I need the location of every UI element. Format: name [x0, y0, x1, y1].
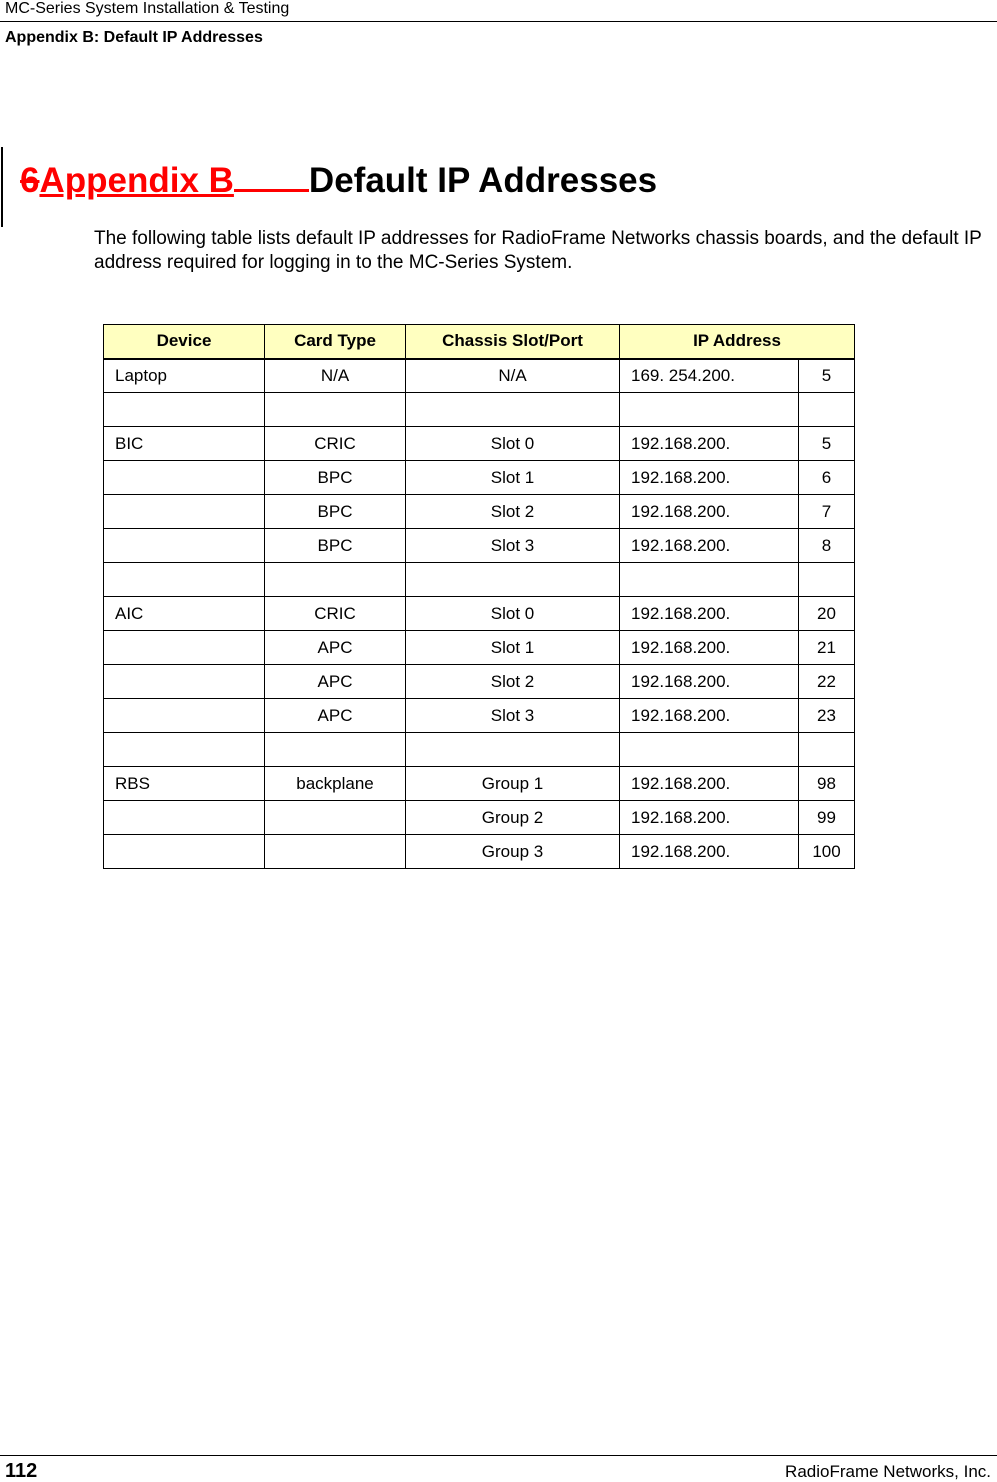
cell-device: BIC [104, 427, 265, 461]
cell-ip-prefix: 192.168.200. [620, 767, 799, 801]
cell-device [104, 461, 265, 495]
cell-card-type: BPC [265, 461, 406, 495]
cell-chassis-slot [406, 733, 620, 767]
col-header-card-type: Card Type [265, 325, 406, 359]
cell-device [104, 665, 265, 699]
cell-ip-prefix: 192.168.200. [620, 461, 799, 495]
cell-ip-last-octet: 6 [799, 461, 855, 495]
cell-device: RBS [104, 767, 265, 801]
cell-chassis-slot: N/A [406, 359, 620, 393]
cell-ip-prefix: 192.168.200. [620, 699, 799, 733]
page-number: 112 [5, 1460, 38, 1482]
cell-ip-last-octet [799, 393, 855, 427]
cell-ip-last-octet [799, 563, 855, 597]
cell-ip-prefix: 169. 254.200. [620, 359, 799, 393]
table-row [104, 495, 855, 529]
cell-card-type: BPC [265, 529, 406, 563]
cell-chassis-slot: Group 1 [406, 767, 620, 801]
col-header-chassis-slot: Chassis Slot/Port [406, 325, 620, 359]
table-row [104, 359, 855, 393]
cell-chassis-slot: Slot 2 [406, 665, 620, 699]
cell-device [104, 631, 265, 665]
cell-device [104, 835, 265, 869]
cell-card-type [265, 393, 406, 427]
table-row [104, 631, 855, 665]
cell-card-type [265, 733, 406, 767]
header-rule [0, 21, 997, 22]
cell-ip-prefix [620, 393, 799, 427]
cell-device [104, 495, 265, 529]
revision-change-bar [1, 147, 3, 227]
cell-ip-prefix: 192.168.200. [620, 801, 799, 835]
cell-ip-last-octet: 22 [799, 665, 855, 699]
col-header-ip-address: IP Address [620, 325, 855, 359]
cell-ip-last-octet: 5 [799, 427, 855, 461]
inserted-tab-underline [234, 187, 309, 192]
cell-ip-prefix [620, 733, 799, 767]
cell-card-type [265, 835, 406, 869]
table-row [104, 597, 855, 631]
cell-ip-last-octet: 23 [799, 699, 855, 733]
table-row [104, 733, 855, 767]
running-header-section: Appendix B: Default IP Addresses [5, 29, 263, 46]
cell-card-type: CRIC [265, 597, 406, 631]
cell-card-type: APC [265, 665, 406, 699]
table-row [104, 393, 855, 427]
cell-ip-last-octet: 99 [799, 801, 855, 835]
running-header-title: MC-Series System Installation & Testing [5, 0, 290, 17]
cell-ip-last-octet [799, 733, 855, 767]
cell-device [104, 393, 265, 427]
cell-chassis-slot: Group 3 [406, 835, 620, 869]
footer-rule [0, 1455, 997, 1456]
cell-device [104, 801, 265, 835]
table-row [104, 767, 855, 801]
table-header-row [104, 325, 855, 359]
cell-ip-last-octet: 8 [799, 529, 855, 563]
table-row [104, 529, 855, 563]
cell-device [104, 699, 265, 733]
cell-chassis-slot [406, 393, 620, 427]
cell-device: Laptop [104, 359, 265, 393]
footer-company: RadioFrame Networks, Inc. [785, 1462, 991, 1481]
cell-card-type: CRIC [265, 427, 406, 461]
table-row [104, 665, 855, 699]
cell-device [104, 733, 265, 767]
cell-card-type: BPC [265, 495, 406, 529]
cell-ip-prefix [620, 563, 799, 597]
cell-ip-last-octet: 5 [799, 359, 855, 393]
cell-ip-prefix: 192.168.200. [620, 665, 799, 699]
cell-device: AIC [104, 597, 265, 631]
table-body [104, 359, 855, 869]
intro-paragraph: The following table lists default IP addresses for RadioFrame Networks chassis boards, and the default IP address required for logging in to the MC-Series System. [94, 228, 982, 273]
cell-ip-last-octet: 98 [799, 767, 855, 801]
cell-ip-last-octet: 7 [799, 495, 855, 529]
cell-ip-last-octet: 20 [799, 597, 855, 631]
cell-device [104, 563, 265, 597]
ip-address-table [103, 324, 855, 869]
cell-chassis-slot: Slot 3 [406, 699, 620, 733]
cell-ip-prefix: 192.168.200. [620, 495, 799, 529]
cell-chassis-slot: Slot 0 [406, 427, 620, 461]
cell-chassis-slot: Slot 2 [406, 495, 620, 529]
inserted-appendix-label: Appendix B [39, 161, 234, 200]
cell-card-type: backplane [265, 767, 406, 801]
cell-ip-last-octet: 21 [799, 631, 855, 665]
cell-card-type [265, 563, 406, 597]
table-row [104, 699, 855, 733]
cell-chassis-slot [406, 563, 620, 597]
table-row [104, 461, 855, 495]
cell-card-type [265, 801, 406, 835]
page-title [20, 160, 657, 202]
cell-chassis-slot: Slot 0 [406, 597, 620, 631]
cell-ip-last-octet: 100 [799, 835, 855, 869]
table-row [104, 427, 855, 461]
cell-ip-prefix: 192.168.200. [620, 835, 799, 869]
cell-device [104, 529, 265, 563]
deleted-chapter-number: 6 [20, 161, 40, 200]
cell-ip-prefix: 192.168.200. [620, 631, 799, 665]
cell-card-type: APC [265, 699, 406, 733]
cell-ip-prefix: 192.168.200. [620, 427, 799, 461]
table-row [104, 563, 855, 597]
cell-ip-prefix: 192.168.200. [620, 597, 799, 631]
cell-card-type: N/A [265, 359, 406, 393]
cell-card-type: APC [265, 631, 406, 665]
cell-chassis-slot: Slot 3 [406, 529, 620, 563]
cell-chassis-slot: Slot 1 [406, 461, 620, 495]
table-row [104, 801, 855, 835]
table-row [104, 835, 855, 869]
col-header-device: Device [104, 325, 265, 359]
cell-ip-prefix: 192.168.200. [620, 529, 799, 563]
title-text: Default IP Addresses [308, 161, 658, 200]
cell-chassis-slot: Group 2 [406, 801, 620, 835]
cell-chassis-slot: Slot 1 [406, 631, 620, 665]
